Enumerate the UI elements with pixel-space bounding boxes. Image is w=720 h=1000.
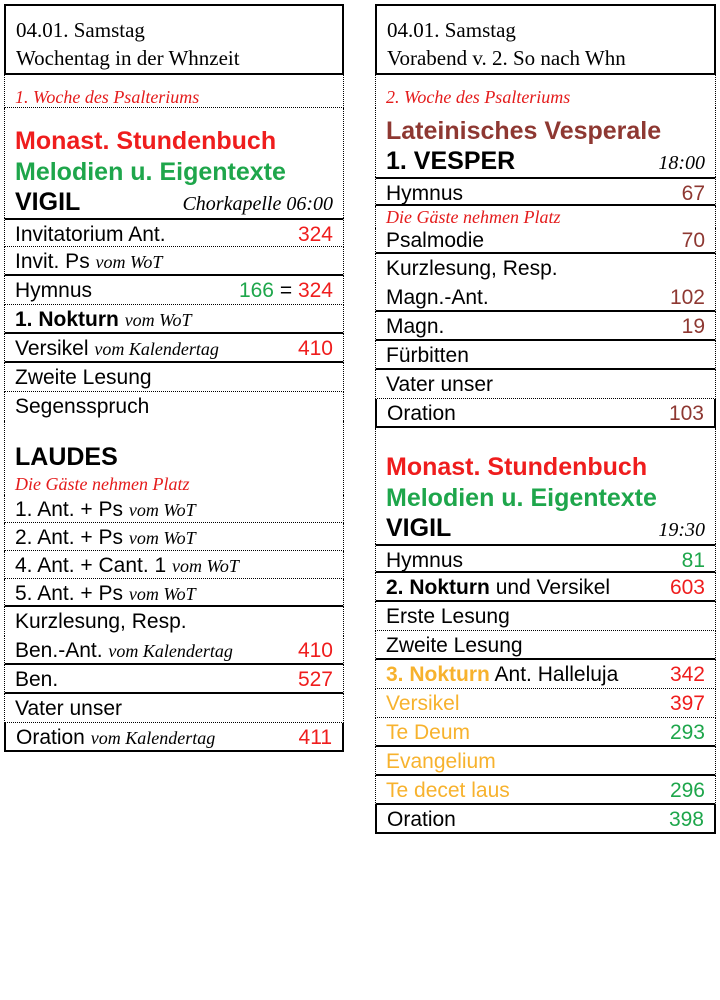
left-versikel-num: 410 xyxy=(297,337,333,360)
left-day-header xyxy=(4,4,344,75)
right-vesper-time: 18:00 xyxy=(658,152,705,174)
right-vigil-section xyxy=(376,514,715,544)
right-psalter-week: 2. Woche des Psalteriums xyxy=(375,75,716,108)
left-day-type: Wochentag in der Whnzeit xyxy=(16,46,240,70)
left-ben-ant-row xyxy=(4,636,344,665)
right-nokturn3-row xyxy=(375,660,716,689)
right-te-decet-row xyxy=(375,776,716,805)
left-hymnus-num-b: 324 xyxy=(297,279,333,302)
right-vesper-guests: Die Gäste nehmen Platz xyxy=(375,206,716,228)
left-column xyxy=(4,4,344,752)
left-laudes-guests: Die Gäste nehmen Platz xyxy=(15,474,190,494)
right-nokturn2-num: 603 xyxy=(669,576,705,599)
right-te-deum-label: Te Deum xyxy=(386,721,471,744)
right-zweite-lesung-label: Zweite Lesung xyxy=(386,634,523,657)
left-ben-label: Ben. xyxy=(15,668,59,691)
right-te-decet-num: 296 xyxy=(669,779,705,802)
right-te-decet-label: Te decet laus xyxy=(386,779,510,802)
left-ant2-note: vom WoT xyxy=(128,528,196,548)
right-vigil-hymnus-row xyxy=(375,544,716,573)
right-kurzlesung-row xyxy=(375,254,716,283)
right-versikel-row xyxy=(375,689,716,718)
left-oration-label: Oration xyxy=(16,726,85,749)
right-date: 04.01. Samstag xyxy=(387,18,516,42)
right-nokturn2-label-bold: 2. Nokturn xyxy=(386,576,490,599)
left-versikel-label: Versikel xyxy=(15,337,89,360)
right-vesper-vater-unser-row xyxy=(375,370,716,399)
right-vesper-hymnus-num: 67 xyxy=(681,182,705,205)
left-ant1-note: vom WoT xyxy=(128,500,196,520)
right-versikel-num: 397 xyxy=(669,692,705,715)
right-psalmodie-row xyxy=(375,228,716,254)
left-invit-ps-note: vom WoT xyxy=(95,252,163,272)
left-kurzlesung-label: Kurzlesung, Resp. xyxy=(15,610,187,633)
right-te-deum-num: 293 xyxy=(669,721,705,744)
left-kurzlesung-row xyxy=(4,607,344,636)
right-magn-ant-num: 102 xyxy=(669,286,705,309)
left-ant4-row xyxy=(4,551,344,579)
right-magn-label: Magn. xyxy=(386,315,445,338)
right-nokturn3-label-bold: 3. Nokturn xyxy=(386,663,490,686)
right-vigil-name: VIGIL xyxy=(386,514,452,542)
left-nokturn-label: 1. Nokturn xyxy=(15,308,119,331)
left-segensspruch-label: Segensspruch xyxy=(15,395,150,418)
right-vesper-vater-unser-label: Vater unser xyxy=(386,373,493,396)
left-ant5-label: 5. Ant. + Ps xyxy=(15,582,123,605)
left-ben-num: 527 xyxy=(297,668,333,691)
left-nokturn-note: vom WoT xyxy=(124,310,192,330)
left-zweite-lesung-label: Zweite Lesung xyxy=(15,366,152,389)
left-ant2-row xyxy=(4,523,344,551)
right-day-header xyxy=(375,4,716,75)
right-fuerbitten-row xyxy=(375,341,716,370)
right-vigil-hymnus-num: 81 xyxy=(681,549,705,572)
right-nokturn3-label-rest: Ant. Halleluja xyxy=(494,663,619,686)
left-invitatorium-row xyxy=(4,218,344,247)
left-versikel-row xyxy=(4,334,344,363)
left-hymnus-label: Hymnus xyxy=(15,279,93,302)
left-ant4-label: 4. Ant. + Cant. 1 xyxy=(15,554,167,577)
right-column xyxy=(375,4,716,834)
left-hymnus-num-a: 166 xyxy=(238,279,274,302)
left-invit-ps-label: Invit. Ps xyxy=(15,250,90,273)
left-invit-ps-row xyxy=(4,247,344,276)
right-vigil-heading xyxy=(375,428,716,544)
left-ben-ant-note: vom Kalendertag xyxy=(108,641,233,661)
right-te-deum-row xyxy=(375,718,716,747)
left-laudes-section xyxy=(5,443,343,473)
right-erste-lesung-label: Erste Lesung xyxy=(386,605,510,628)
right-magn-ant-label: Magn.-Ant. xyxy=(386,286,489,309)
left-oration-row xyxy=(4,723,344,752)
right-vigil-oration-label: Oration xyxy=(387,808,456,831)
left-date: 04.01. Samstag xyxy=(16,18,145,42)
left-oration-note: vom Kalendertag xyxy=(90,728,216,748)
right-evangelium-row xyxy=(375,747,716,776)
right-zweite-lesung-row xyxy=(375,631,716,660)
right-vesper-name: 1. VESPER xyxy=(386,147,516,175)
left-ant5-note: vom WoT xyxy=(128,584,196,604)
right-psalmodie-num: 70 xyxy=(681,229,705,252)
left-invitatorium-num: 324 xyxy=(297,223,333,246)
right-vesper-heading xyxy=(375,108,716,177)
right-book-title: Monast. Stundenbuch xyxy=(386,453,648,481)
left-zweite-lesung-row xyxy=(4,363,344,392)
right-nokturn2-row xyxy=(375,573,716,602)
left-vater-unser-row xyxy=(4,694,344,723)
left-nokturn-row xyxy=(4,305,344,334)
right-vesper-oration-label: Oration xyxy=(387,402,456,425)
left-segensspruch-row xyxy=(4,392,344,421)
right-day-type: Vorabend v. 2. So nach Whn xyxy=(387,46,626,70)
left-vigil-name: VIGIL xyxy=(15,188,81,216)
left-vigil-heading xyxy=(4,108,344,218)
left-vater-unser-label: Vater unser xyxy=(15,697,122,720)
right-vesper-oration-row xyxy=(375,399,716,428)
right-fuerbitten-label: Fürbitten xyxy=(386,344,469,367)
left-ben-row xyxy=(4,665,344,694)
right-vesperale-title: Lateinisches Vesperale xyxy=(386,117,662,145)
right-erste-lesung-row xyxy=(375,602,716,631)
left-vigil-section xyxy=(5,188,343,218)
right-magn-row xyxy=(375,312,716,341)
right-kurzlesung-label: Kurzlesung, Resp. xyxy=(386,257,558,280)
left-book-title: Monast. Stundenbuch xyxy=(15,127,277,155)
right-psalmodie-label: Psalmodie xyxy=(386,229,485,252)
right-vigil-oration-row xyxy=(375,805,716,834)
right-nokturn2-label-rest: und Versikel xyxy=(495,576,611,599)
left-laudes-name: LAUDES xyxy=(15,443,118,471)
left-invitatorium-label: Invitatorium Ant. xyxy=(15,223,166,246)
right-vigil-time: 19:30 xyxy=(658,519,705,541)
left-psalter-week: 1. Woche des Psalteriums xyxy=(4,75,344,108)
left-vigil-time: Chorkapelle 06:00 xyxy=(182,193,333,215)
left-ben-ant-label: Ben.-Ant. xyxy=(15,639,103,662)
left-versikel-note: vom Kalendertag xyxy=(94,339,219,359)
left-ant4-note: vom WoT xyxy=(172,556,239,576)
right-vigil-hymnus-label: Hymnus xyxy=(386,549,464,572)
right-evangelium-label: Evangelium xyxy=(386,750,496,773)
right-magn-ant-row xyxy=(375,283,716,312)
right-book-subtitle: Melodien u. Eigentexte xyxy=(386,484,657,512)
right-versikel-label: Versikel xyxy=(386,692,460,715)
left-oration-num: 411 xyxy=(298,726,332,749)
left-ant1-label: 1. Ant. + Ps xyxy=(15,498,123,521)
left-ben-ant-num: 410 xyxy=(297,639,333,662)
right-vigil-oration-num: 398 xyxy=(668,808,704,831)
right-vesper-hymnus-label: Hymnus xyxy=(386,182,464,205)
left-book-subtitle: Melodien u. Eigentexte xyxy=(15,158,286,186)
left-laudes-heading xyxy=(4,421,344,495)
right-vesper-section xyxy=(376,147,715,177)
right-nokturn3-num: 342 xyxy=(669,663,705,686)
left-ant1-row xyxy=(4,495,344,523)
right-magn-num: 19 xyxy=(681,315,705,338)
left-hymnus-row xyxy=(4,276,344,305)
left-hymnus-eq: = xyxy=(279,279,293,302)
left-ant5-row xyxy=(4,579,344,607)
left-ant2-label: 2. Ant. + Ps xyxy=(15,526,123,549)
right-vesper-oration-num: 103 xyxy=(668,402,704,425)
right-vesper-hymnus-row xyxy=(375,177,716,206)
